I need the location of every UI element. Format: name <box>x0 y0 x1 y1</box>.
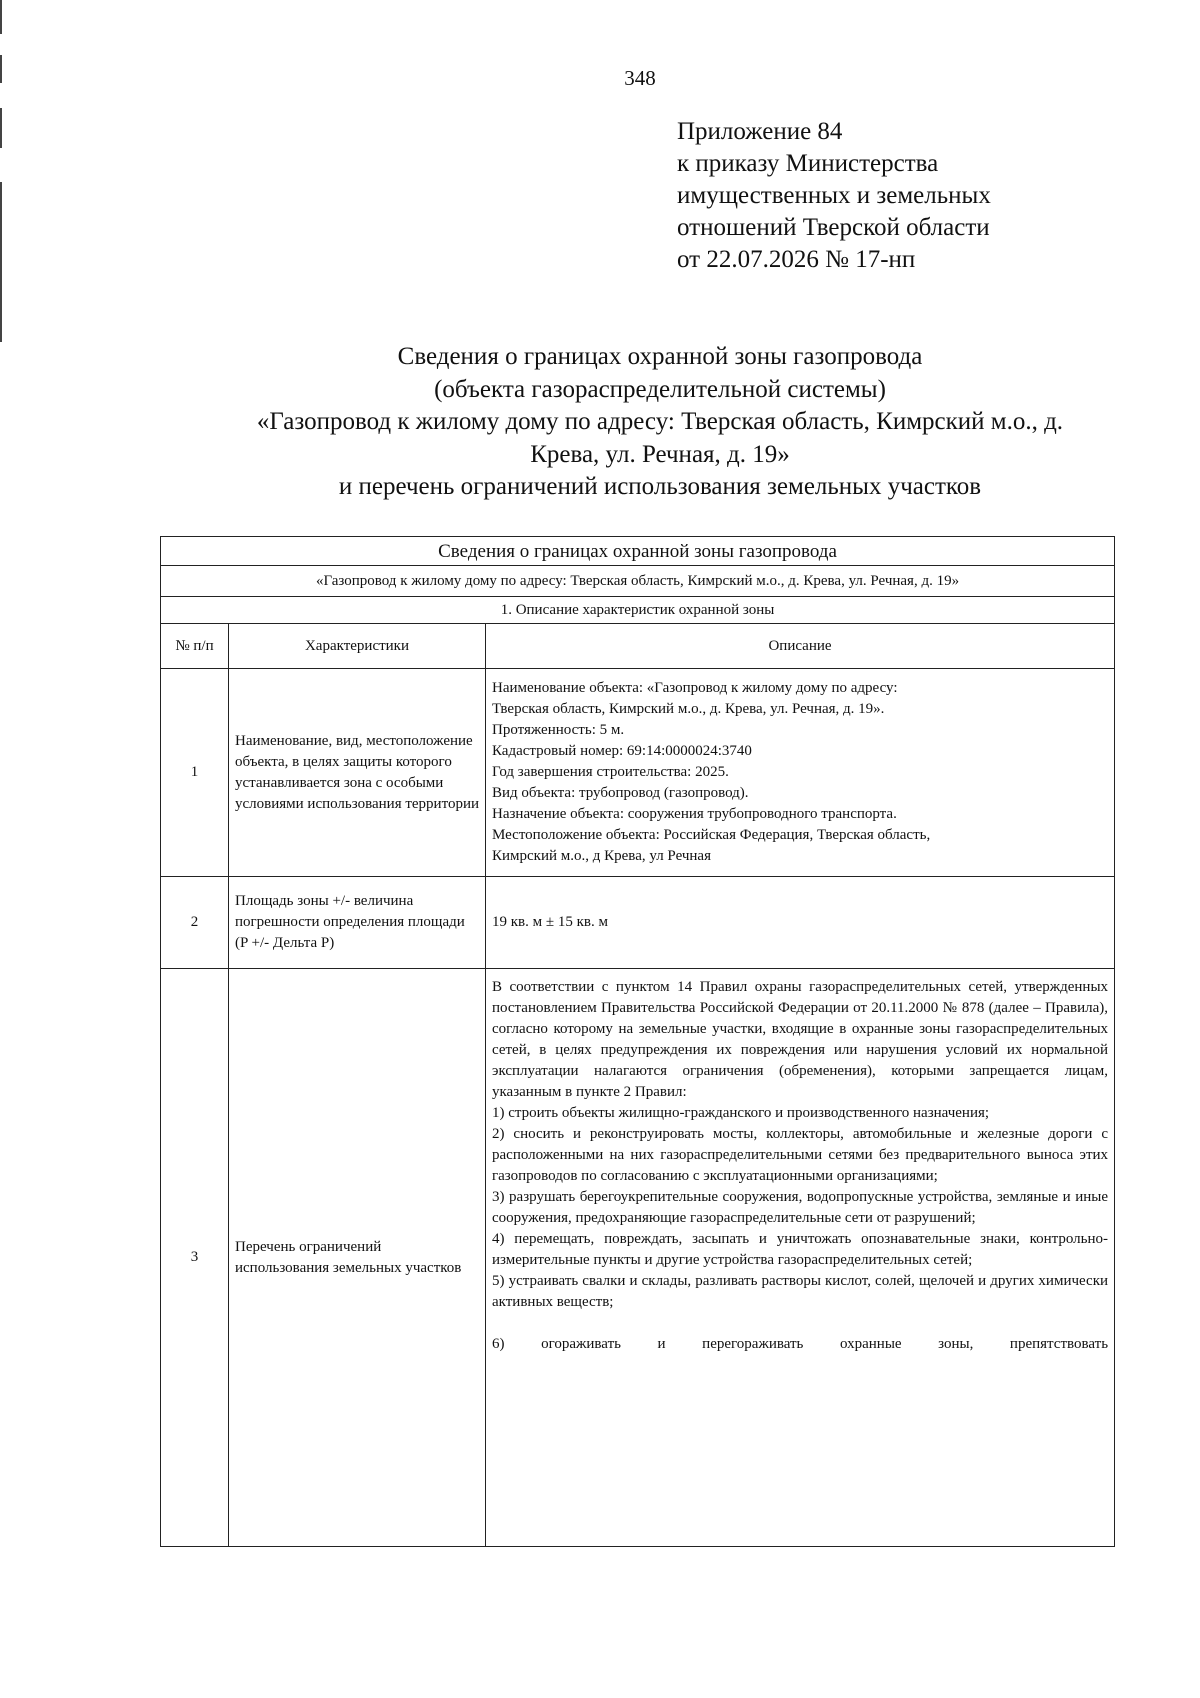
appendix-line: имущественных и земельных <box>677 182 991 209</box>
description-paragraph: 4) перемещать, повреждать, засыпать и уничтожать опознавательные знаки, контрольно-измерительные пункты и другие устройства газораспределительных сетей; <box>492 1231 1109 1268</box>
row-number: 3 <box>161 969 229 1547</box>
description-line: Кадастровый номер: 69:14:0000024:3740 <box>492 743 752 759</box>
table-section-title: 1. Описание характеристик охранной зоны <box>161 597 1115 624</box>
appendix-line: от 22.07.2026 № 17-нп <box>677 246 916 273</box>
title-line: «Газопровод к жилому дому по адресу: Тверская область, Кимрский м.о., д. <box>256 408 1064 435</box>
description-paragraph: 6) огораживать и перегораживать охранные зоны, препятствовать <box>492 1336 1109 1352</box>
appendix-line: отношений Тверской области <box>677 214 990 241</box>
description-paragraph: В соответствии с пунктом 14 Правил охраны газораспределительных сетей, утвержденных постановлением Правительства Российской Федерации от 20.11.2000 № 878 (далее – Правила), согласно которому на земельные участки, входящие в охранные зоны газораспределительных сетей, в целях предупреждения их повреждения или нарушения условий их нормальной эксплуатации налагаются ограничения (обременения), которыми запрещается лицам, указанным в пункте 2 Правил: <box>492 979 1109 1100</box>
row-characteristic: Перечень ограничений использования земельных участков <box>229 969 486 1547</box>
page-number: 348 <box>624 66 656 90</box>
row-characteristic: Наименование, вид, местоположение объекта, в целях защиты которого устанавливается зона с особыми условиями использования территории <box>229 669 486 877</box>
paragraph-gap <box>492 1313 1108 1334</box>
table-heading: Сведения о границах охранной зоны газопровода <box>161 537 1115 566</box>
appendix-line: к приказу Министерства <box>677 150 939 177</box>
description-line: Кимрский м.о., д Крева, ул Речная <box>492 848 711 864</box>
table-row <box>161 969 1115 1547</box>
description-line: Вид объекта: трубопровод (газопровод). <box>492 785 749 801</box>
zone-info-table <box>160 536 1115 1547</box>
table-object-name: «Газопровод к жилому дому по адресу: Тверская область, Кимрский м.о., д. Крева, ул. Речная, д. 19» <box>161 566 1115 597</box>
description-paragraph: 2) сносить и реконструировать мосты, коллекторы, автомобильные и железные дороги с расположенными на них газораспределительными сетями без предварительного выноса этих газопроводов по согласованию с эксплуатационными организациями; <box>492 1126 1109 1184</box>
row-description <box>486 969 1115 1547</box>
row-characteristic: Площадь зоны +/- величина погрешности определения площади (P +/- Дельта P) <box>229 877 486 969</box>
description-paragraph: 1) строить объекты жилищно-гражданского и производственного назначения; <box>492 1105 990 1121</box>
column-header-description: Описание <box>486 624 1115 669</box>
description-paragraph: 3) разрушать берегоукрепительные сооружения, водопропускные устройства, земляные и иные сооружения, предохраняющие газораспределительные сети от разрушений; <box>492 1189 1109 1226</box>
row-description <box>486 877 1115 969</box>
description-line: Год завершения строительства: 2025. <box>492 764 729 780</box>
scan-edge-line <box>0 0 2 34</box>
appendix-line: Приложение 84 <box>677 118 843 145</box>
scan-edge-line <box>0 182 2 342</box>
title-line: Сведения о границах охранной зоны газопровода <box>397 343 923 370</box>
description-line: Тверская область, Кимрский м.о., д. Крева, ул. Речная, д. 19». <box>492 701 885 717</box>
description-line: 19 кв. м ± 15 кв. м <box>492 914 608 930</box>
document-title <box>160 341 1160 504</box>
row-number: 1 <box>161 669 229 877</box>
row-description <box>486 669 1115 877</box>
appendix-block <box>677 116 991 276</box>
column-header-characteristic: Характеристики <box>229 624 486 669</box>
description-line: Местоположение объекта: Российская Федерация, Тверская область, <box>492 827 931 843</box>
description-line: Протяженность: 5 м. <box>492 722 625 738</box>
column-header-num: № п/п <box>161 624 229 669</box>
scan-edge-line <box>0 108 2 148</box>
description-line: Назначение объекта: сооружения трубопроводного транспорта. <box>492 806 897 822</box>
title-line: (объекта газораспределительной системы) <box>434 375 886 403</box>
description-line: Наименование объекта: «Газопровод к жилому дому по адресу: <box>492 680 898 696</box>
table-row <box>161 669 1115 877</box>
title-line: Крева, ул. Речная, д. 19» <box>530 440 790 468</box>
row-number: 2 <box>161 877 229 969</box>
title-line: и перечень ограничений использования земельных участков <box>338 473 982 500</box>
table-row <box>161 877 1115 969</box>
description-paragraph: 5) устраивать свалки и склады, разливать растворы кислот, солей, щелочей и других химически активных веществ; <box>492 1273 1109 1310</box>
